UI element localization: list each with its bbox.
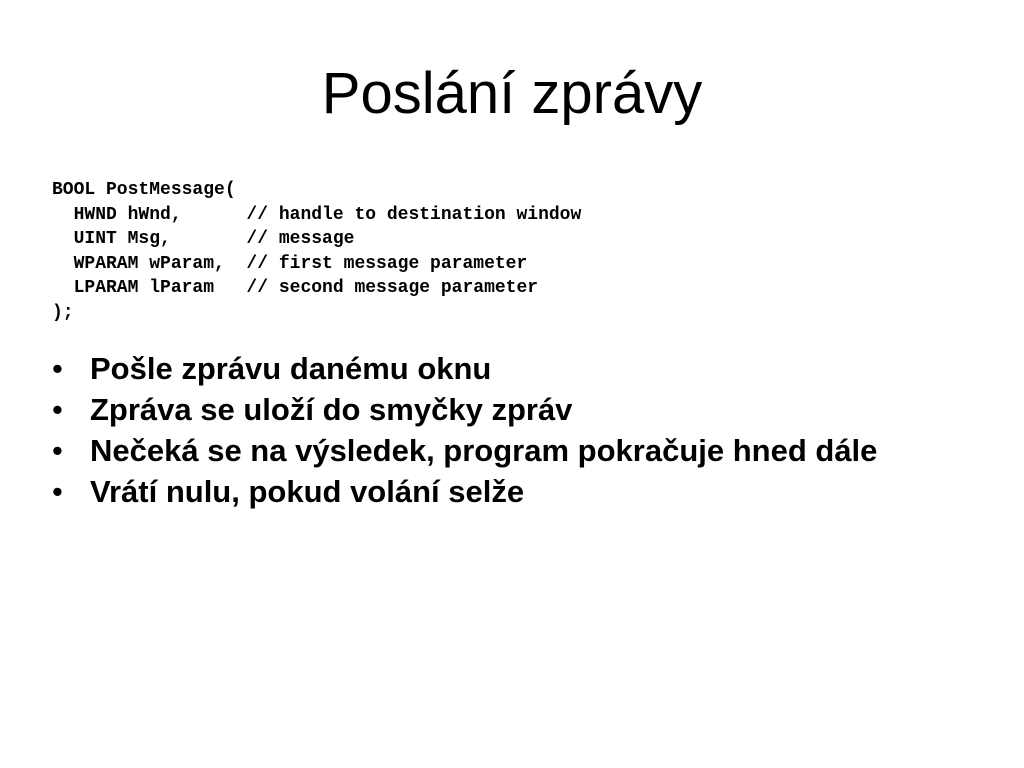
slide-title: Poslání zprávy bbox=[321, 61, 703, 126]
code-line: BOOL PostMessage( bbox=[52, 180, 236, 200]
code-line: HWND hWnd, // handle to destination window bbox=[52, 204, 582, 225]
code-line: UINT Msg, // message bbox=[52, 229, 355, 249]
bullet-icon: • bbox=[52, 433, 63, 468]
bullet-item bbox=[52, 430, 972, 471]
bullet-icon: • bbox=[52, 392, 63, 427]
bullet-item bbox=[52, 348, 972, 389]
bullet-item bbox=[52, 471, 972, 512]
bullet-text: Nečeká se na výsledek, program pokračuje hned dále bbox=[90, 433, 878, 468]
bullet-icon: • bbox=[52, 474, 63, 509]
code-line: WPARAM wParam, // first message parameter bbox=[52, 253, 528, 274]
bullet-list bbox=[52, 348, 972, 512]
bullet-text: Pošle zprávu danému oknu bbox=[90, 351, 492, 386]
code-line: LPARAM lParam // second message parameter bbox=[52, 278, 539, 298]
bullet-text: Zpráva se uloží do smyčky zpráv bbox=[90, 392, 573, 427]
code-block bbox=[52, 178, 581, 325]
bullet-text: Vrátí nulu, pokud volání selže bbox=[90, 474, 525, 509]
bullet-icon: • bbox=[52, 351, 63, 386]
bullet-item bbox=[52, 389, 972, 430]
code-line: ); bbox=[52, 302, 74, 323]
